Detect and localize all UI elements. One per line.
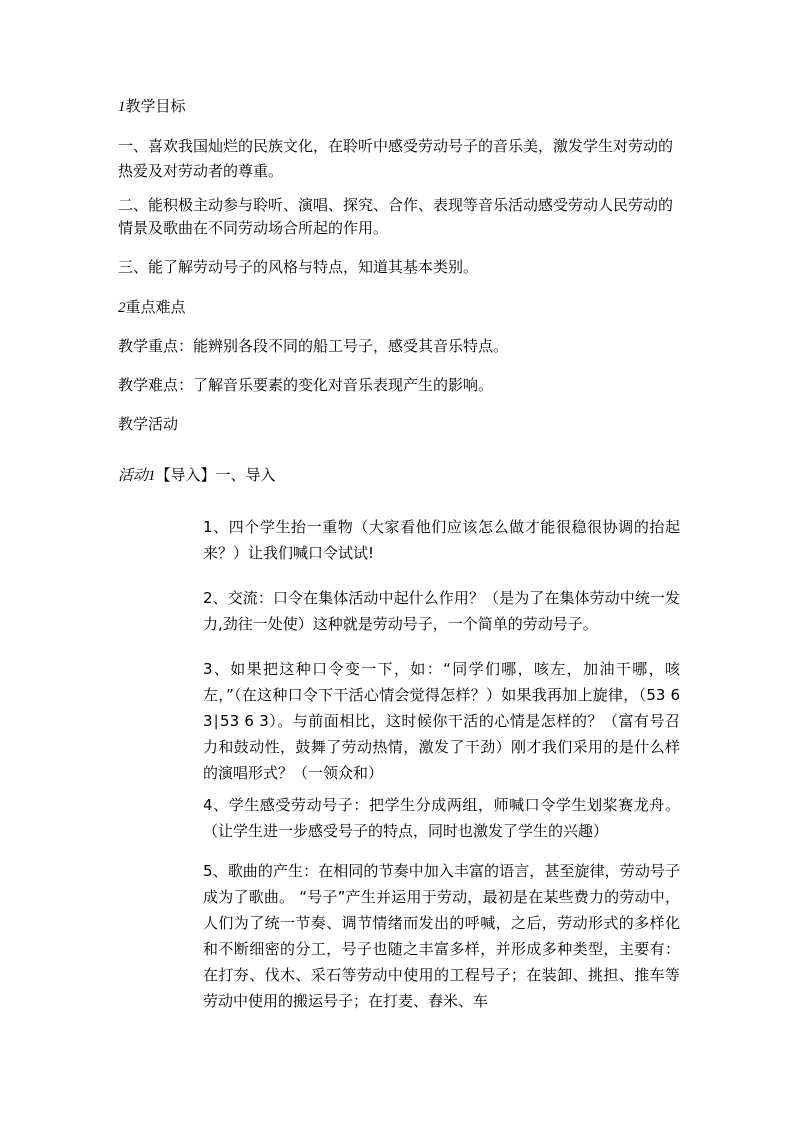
- section2-number: 2: [118, 300, 126, 316]
- goal-1-line-1: 一、喜欢我国灿烂的民族文化，在聆听中感受劳动号子的音乐美，激发学生对劳动的: [118, 137, 674, 155]
- activity-item-1: 1、四个学生抬一重物（大家看他们应该怎么做才能很稳很协调的抬起来？）让我们喊口令试试!: [203, 518, 680, 562]
- goal-2-line-1: 二、能积极主动参与聆听、演唱、探究、合作、表现等音乐活动感受劳动人民劳动的: [118, 196, 674, 214]
- section2-heading: [118, 298, 186, 318]
- section2-title: 重点难点: [125, 298, 186, 316]
- difficulty: 教学难点：了解音乐要素的变化对音乐表现产生的影响。: [118, 376, 494, 394]
- goal-1-line-2: 热爱及对劳动者的尊重。: [118, 162, 284, 180]
- goal-2-line-2: 情景及歌曲在不同劳动场合所起的作用。: [118, 219, 389, 237]
- activity-item-2: 2、交流：口令在集体活动中起什么作用？（是为了在集体劳动中统一发力,劲往一处使）这种就是劳动号子，一个简单的劳动号子。: [203, 589, 680, 633]
- section1-title: 教学目标: [125, 97, 186, 115]
- activity1-title: 【导入】一、导入: [155, 466, 276, 484]
- section1-number: 1: [118, 99, 126, 115]
- activity1-number: 1: [148, 468, 156, 484]
- activity-item-3: 3、如果把这种口令变一下，如：“同学们哪，咳左，加油干哪，咳左，”（在这种口令下干活心情会觉得怎样？）如果我再加上旋律，（53 6 3∣53 6 3）。与前面相比，这时候你干活的心情是怎样的？（富有号召力和鼓动性，鼓舞了劳动热情，激发了干劲）刚才我们采用的是什么样的演唱形式？（一领众和）: [203, 660, 680, 782]
- key-point: 教学重点：能辨别各段不同的船工号子，感受其音乐特点。: [118, 337, 509, 355]
- activity1-heading: [118, 466, 276, 486]
- goal-3: 三、能了解劳动号子的风格与特点，知道其基本类别。: [118, 258, 479, 276]
- activity-item-4: 4、学生感受劳动号子：把学生分成两组，师喊口令学生划桨赛龙舟。（让学生进一步感受号子的特点，同时也激发了学生的兴趣）: [203, 796, 680, 840]
- section1-heading: [118, 97, 186, 117]
- activity1-label: 活动: [118, 466, 149, 484]
- activity-item-5: 5、歌曲的产生：在相同的节奏中加入丰富的语言，甚至旋律，劳动号子成为了歌曲。 “号子”产生并运用于劳动，最初是在某些费力的劳动中，人们为了统一节奏、调节情绪而发出的呼喊，之后，劳动形式的多样化和不断细密的分工，号子也随之丰富多样，并形成多种类型，主要有：在打夯、伐木、采石等劳动中使用的工程号子；在装卸、挑担、推车等劳动中使用的搬运号子；在打麦、舂米、车: [203, 862, 680, 1010]
- activities-heading: 教学活动: [118, 415, 179, 433]
